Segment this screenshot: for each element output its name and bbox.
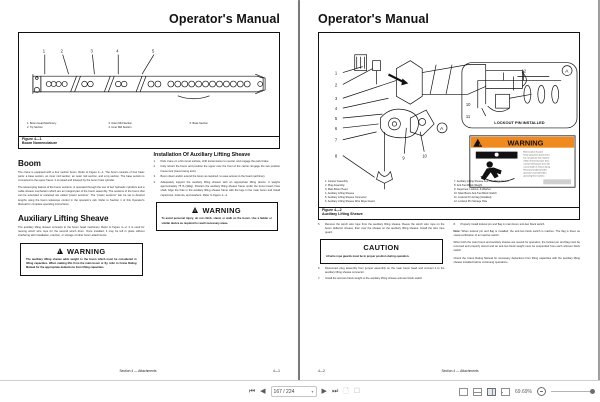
- detail-marker-a: A: [440, 126, 444, 132]
- single-page-view-icon[interactable]: [459, 388, 468, 396]
- legend-item: 9. Capscrew, Locknut, & Washer: [454, 187, 491, 191]
- legend-column-1: [27, 122, 108, 130]
- detail-bubble-a: A: [565, 69, 569, 75]
- step-item: Park crane on a firm level surface, shift transmission to neutral, and engage the park brake.: [160, 159, 270, 163]
- figure-number: Figure 4—1: [22, 137, 42, 141]
- step-9-text: Check the Crane Rating Manual for necessary deductions from lifting capacities with the auxiliary lifting sheave installed before continuing operations.: [453, 256, 580, 264]
- legend-item: 8. Anti-Two Block Weight: [454, 183, 483, 187]
- decal-warning-label: WARNING: [507, 138, 544, 148]
- callout-7: 7: [334, 137, 338, 143]
- zoom-out-icon[interactable]: [537, 387, 546, 396]
- figure-4-1-caption: [18, 137, 280, 149]
- legend-item: 5. Base Section: [189, 122, 208, 125]
- callout-5: 5: [334, 116, 338, 121]
- zoom-level-label: 69.69%: [515, 388, 532, 395]
- warning-triangle-icon: [57, 248, 63, 254]
- figure-title: Auxiliary Lifting Sheave: [322, 211, 363, 216]
- figure-4-1-legend: [27, 122, 271, 130]
- page-footer-left: [18, 369, 280, 373]
- pdf-page-left: [0, 0, 298, 381]
- svg-text:cause death or serious injury.: cause death or serious injury.: [523, 166, 551, 169]
- svg-text:Read and understand the: Read and understand the: [523, 169, 547, 172]
- legend-column-1: [325, 180, 444, 204]
- step-item: Fully retract the boom and position the upper over the front of the carrier. Engage the two position house lock (travel swing lock).: [160, 165, 280, 173]
- figure-number: Figure 4—2: [322, 208, 342, 212]
- next-page-button[interactable]: ▶: [321, 388, 327, 395]
- previous-page-button[interactable]: ◀: [260, 388, 266, 395]
- zoom-slider[interactable]: [551, 391, 593, 392]
- footer-section: Section 4 — Attachments: [441, 369, 479, 373]
- page-number-input[interactable]: [271, 386, 317, 397]
- caution-text: All wire rope guards must be in proper position during operation.: [326, 254, 410, 258]
- toolbar-page-nav: [150, 386, 459, 397]
- svg-text:Do not operate this machine: Do not operate this machine: [523, 157, 550, 160]
- legend-item: 1. Jumper Assembly: [325, 179, 348, 183]
- continued-steps-right: [454, 223, 581, 227]
- svg-text:!: !: [479, 142, 481, 147]
- caution-box: [320, 239, 443, 264]
- page-footer-right: [318, 369, 580, 373]
- continued-steps-left: [318, 223, 445, 236]
- footer-section: Section 4 — Attachments: [119, 369, 157, 373]
- note-2: When both the main boom and auxiliary sheave are reeved for operation, the lockout pin and flag must be removed and properly stored and an anti-two block weight must be suspended from each anti-two block switch.: [453, 241, 580, 253]
- pdf-page-right: [300, 0, 598, 381]
- legend-item: 4. Inner Mid Section: [108, 126, 132, 129]
- first-page-button[interactable]: ⏮: [248, 388, 256, 395]
- footer-page-number: 4—1: [273, 369, 280, 373]
- callout-4: 4: [334, 106, 338, 112]
- svg-text:Contact with power lines will: Contact with power lines will: [523, 163, 550, 166]
- note-1: [454, 230, 581, 238]
- boom-nomenclature-drawing: [19, 33, 279, 136]
- warning-header: [162, 206, 273, 215]
- callout-11: 11: [465, 114, 471, 120]
- callout-1: 1: [334, 70, 338, 76]
- copy-icon[interactable]: 🗋: [343, 388, 349, 395]
- two-page-scrolling-view-icon[interactable]: [501, 388, 510, 396]
- right-page-column-2: [454, 223, 581, 283]
- legend-column-3: [190, 122, 271, 130]
- warning-label: WARNING: [66, 246, 106, 256]
- step-item: Properly install lockout pin and flag in main boom anti-two block switch.: [460, 222, 546, 226]
- note-text: When lockout pin and flag is installed, the anti-two block switch is inactive. The flag is there as visual verification of an inactive switch.: [453, 229, 581, 237]
- svg-text:Electrocution hazard.: Electrocution hazard.: [523, 151, 543, 154]
- warning-box-weight: [20, 243, 143, 276]
- legend-item: 3. Main Boom Head: [325, 187, 348, 191]
- callout-2: 2: [60, 48, 63, 54]
- legend-item: 4. Auxiliary Lifting Sheave: [325, 191, 355, 195]
- legend-item: 6. Auxiliary Lifting Sheave Wire Rope Guard: [325, 199, 375, 203]
- svg-text:within 10 feet of power lines.: within 10 feet of power lines.: [523, 160, 550, 163]
- chevron-down-icon[interactable]: ▾: [311, 389, 314, 394]
- callout-10: 10: [422, 153, 427, 159]
- legend-item: 11. Lockout Pin & Flag (Installed): [454, 195, 492, 199]
- toolbar-view-controls: [459, 387, 600, 396]
- page-title-left: Operator's Manual: [169, 12, 280, 26]
- continued-steps-left-2: [318, 267, 445, 281]
- callout-3: 3: [334, 96, 338, 102]
- heading-auxiliary-lifting-sheave: Auxiliary Lifting Sheave: [18, 214, 109, 224]
- callout-10b: 10: [465, 102, 471, 108]
- installation-steps: [154, 160, 281, 198]
- heading-installation: Installation Of Auxiliary Lifting Sheave: [153, 151, 251, 158]
- left-page-column-1: [18, 152, 145, 276]
- step-item: Adequately support the auxiliary lifting sheave with an appropriate lifting device. It weighs approximately 75 lb (34kg). Position the auxiliary lifting sheave frame under the boom head cross shaft. Align the hole in the auxiliary lifting sheave frame with the lugs in the main boom and install capscrews, locknuts, and washers. Refer to Figure 4—2.: [160, 181, 280, 197]
- right-page-column-1: [318, 223, 445, 283]
- legend-item: 2. Tip Section: [27, 126, 43, 129]
- note-label: Note:: [453, 229, 461, 233]
- aux-paragraph-1: The auxiliary lifting sheave connects to the boom head machinery. Refer to Figure 4—2. It is used for reeving winch wire rope for the second winch drum. Once installed, it may be left in place without interfering with installation, erection, or storage of other boom attachments.: [18, 226, 145, 238]
- legend-item: 1. Boom Head Machinery: [27, 122, 57, 125]
- boom-paragraph-1: The crane is equipped with a four section boom. Refer to Figure 4—1. The boom consists of four basic parts: a base section, an inner mid section, an outer mid section, and a tip section. The base section is connected to the upper frame. It is raised and lowered by the boom hoist cylinder.: [18, 170, 145, 182]
- callout-3: 3: [90, 48, 93, 54]
- legend-item: 10. Main Boom Anti-Two Block Switch: [454, 191, 497, 195]
- svg-text:Keep away from power lines.: Keep away from power lines.: [523, 154, 551, 157]
- step-item: Boom down and/or extend the boom as required, to ease access to the head machinery.: [160, 175, 266, 179]
- legend-item: 7. Auxiliary Lifting Sheave Anti-Two Block Switch: [454, 179, 509, 183]
- page-title-right: Operator's Manual: [318, 12, 429, 26]
- legend-column-2: [454, 180, 573, 204]
- figure-4-2: [318, 32, 580, 208]
- warning-text: The auxiliary lifting sheave adds weight to the boom which must be considered in lifting capacities. When making lifts from the main boom or fly, refer to Crane Rating Manual for the appropriate deductions from lifting capacities.: [26, 258, 137, 270]
- zoom-slider-knob[interactable]: [590, 389, 595, 394]
- callout-6: 6: [334, 125, 338, 131]
- heading-boom: Boom: [18, 158, 41, 168]
- callout-12: 12: [521, 68, 527, 74]
- warning-text: To avoid personal injury, do not climb, stand, or walk on the boom. Use a ladder or similar device as required to reach necessary areas.: [161, 217, 272, 225]
- legend-item: 2. Plug Assembly: [325, 183, 345, 187]
- callout-4: 4: [116, 48, 119, 54]
- detail-label: LOCKOUT PIN INSTALLED: [494, 119, 545, 125]
- page-number-value: 167 / 224: [273, 388, 295, 395]
- svg-text:operating this machine.: operating this machine.: [523, 175, 545, 178]
- svg-text:operator's manual before: operator's manual before: [523, 172, 547, 175]
- last-page-button[interactable]: ⏭: [331, 388, 339, 395]
- figure-4-1: [18, 32, 280, 137]
- callout-2: 2: [334, 82, 338, 88]
- caution-label: CAUTION: [363, 243, 400, 253]
- figure-4-2-legend: [325, 180, 573, 204]
- two-page-view-icon[interactable]: [487, 388, 496, 396]
- warning-header: [26, 247, 137, 256]
- warning-box-climb: [156, 202, 279, 231]
- legend-item: 5. Auxiliary Lifting Sheave Connector: [325, 195, 367, 199]
- warning-label: WARNING: [202, 205, 242, 215]
- callout-1: 1: [42, 48, 46, 54]
- legend-column-2: [108, 122, 189, 130]
- warning-triangle-icon: [192, 207, 198, 213]
- callout-9: 9: [402, 155, 405, 161]
- figure-4-2-caption: [318, 208, 580, 220]
- boom-paragraph-2: The telescoping feature of the boom sections, is operated through the use of two hydraulic cylinders and a cable sheave mechanism which are an integral part of the boom assembly. The sections of the boom that can be extended or retracted are called "power sections". The "power sections" can be set to desired lengths using the boom telescope control in the operator's cab. Refer to Section 1 of this Operator's Manual for complete operating instructions.: [18, 186, 145, 206]
- legend-item: 12. Lockout Pin Storage Hole: [454, 199, 488, 203]
- left-page-column-2: [154, 152, 281, 276]
- figure-title: Boom Nomenclature: [22, 140, 58, 145]
- step-item: Disconnect plug assembly from jumper assembly on the main boom head and connect it to the auxiliary lifting sheave connector.: [325, 266, 445, 274]
- scrolling-view-icon[interactable]: [473, 388, 482, 396]
- step-item: Remove the winch wire rope from the auxiliary lifting sheave. Reeve the winch wire rope on the boom deflector sheave, then over the sheave on the auxiliary lifting sheave. Install the wire rope guard.: [325, 222, 445, 234]
- callout-8: 8: [334, 153, 338, 159]
- legend-item: 3. Outer Mid Section: [108, 122, 132, 125]
- step-item: Install the anti-two block weight to the auxiliary lifting sheave anti-two block switch.: [325, 276, 423, 280]
- select-icon[interactable]: ☐: [353, 388, 361, 395]
- callout-5: 5: [151, 48, 155, 54]
- footer-page-number: 4—2: [318, 369, 325, 373]
- viewer-toolbar: [0, 380, 600, 402]
